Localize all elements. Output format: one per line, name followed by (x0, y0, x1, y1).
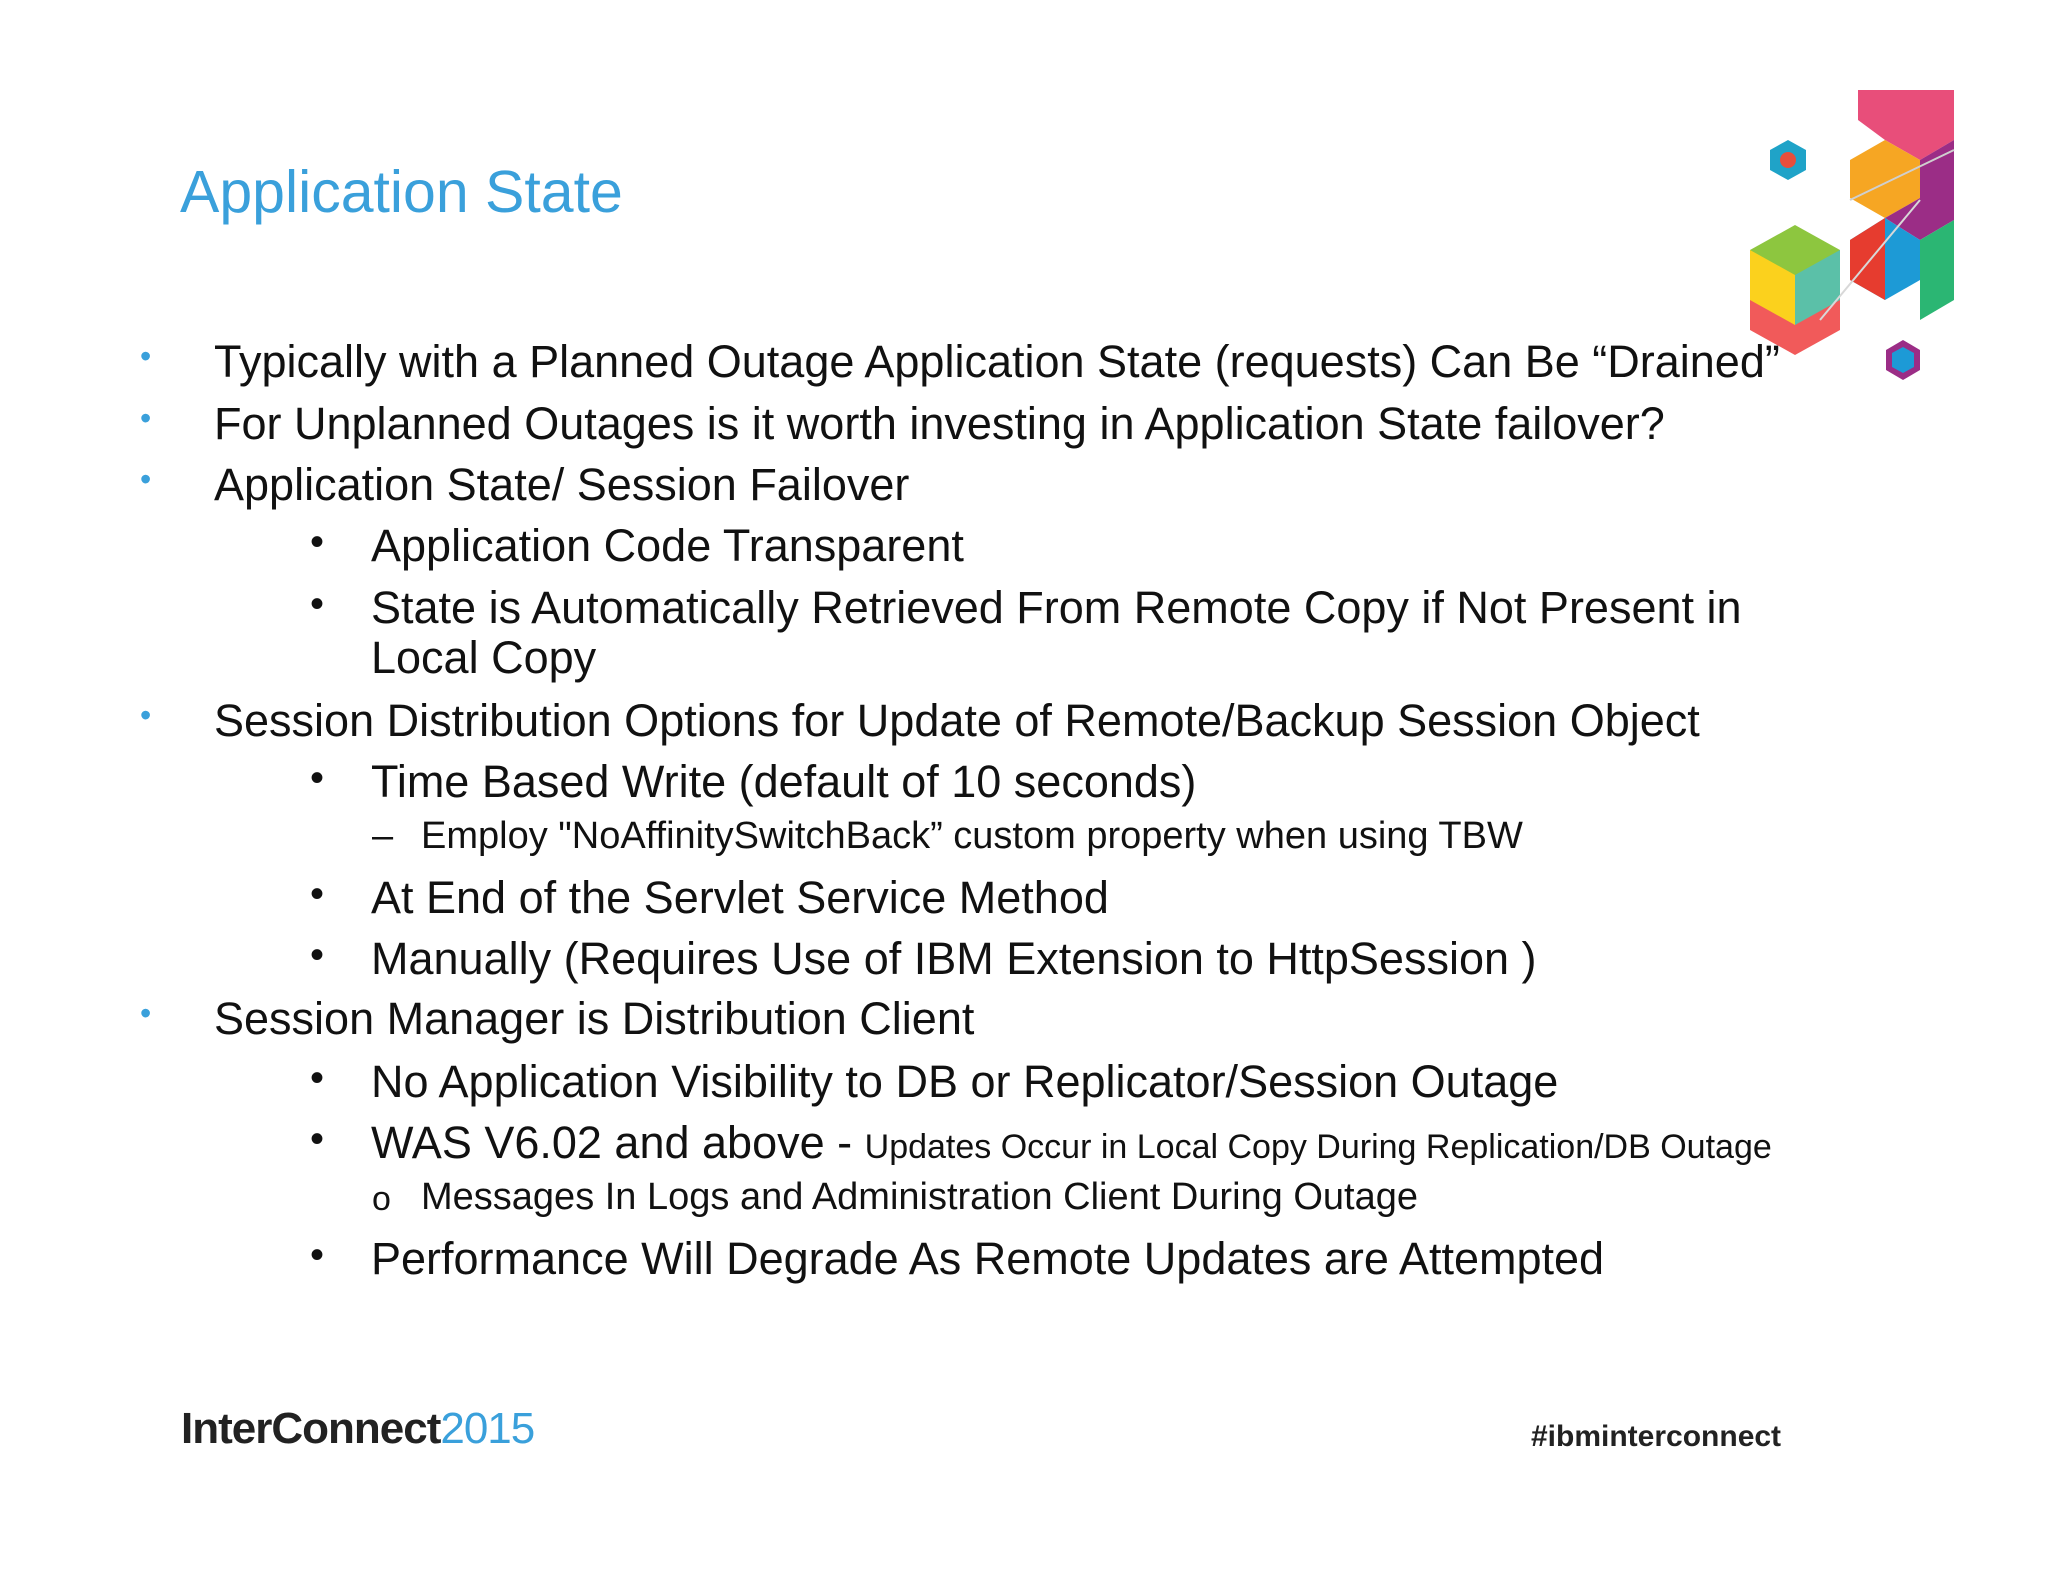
bullet-4-2: At End of the Servlet Service Method (371, 872, 1109, 923)
bullet-marker: • (310, 520, 325, 564)
bullet-marker: • (310, 582, 325, 626)
bullet-marker: • (310, 1056, 325, 1100)
bullet-marker: • (140, 400, 152, 436)
bullet-3-2-line2: Local Copy (371, 632, 597, 683)
bullet-4-3: Manually (Requires Use of IBM Extension to HttpSession ) (371, 933, 1537, 984)
bullet-marker: • (310, 933, 325, 977)
bullet-3-2-line1: State is Automatically Retrieved From Remote Copy if Not Present in (371, 582, 1742, 633)
bullet-4-1: Time Based Write (default of 10 seconds) (371, 756, 1197, 807)
logo-brand: InterConnect (181, 1404, 441, 1453)
bullet-marker: • (140, 697, 152, 733)
bullet-1: Typically with a Planned Outage Application State (requests) Can Be “Drained” (214, 336, 1780, 387)
bullet-5-2 (371, 1117, 1772, 1169)
bullet-marker: • (310, 1233, 325, 1277)
bullet-5-2-1: Messages In Logs and Administration Client During Outage (421, 1176, 1418, 1218)
bullet-5: Session Manager is Distribution Client (214, 993, 975, 1044)
bullet-marker: • (140, 461, 152, 497)
dash-marker: – (372, 815, 394, 857)
bullet-3-1: Application Code Transparent (371, 520, 964, 571)
interconnect-logo (181, 1404, 534, 1454)
bullet-marker: • (140, 338, 152, 374)
bullet-5-3: Performance Will Degrade As Remote Updates are Attempted (371, 1233, 1605, 1284)
hashtag: #ibminterconnect (1531, 1420, 1782, 1453)
logo-year: 2015 (440, 1404, 535, 1453)
bullet-5-2-detail: Updates Occur in Local Copy During Replication/DB Outage (864, 1128, 1772, 1166)
bullet-2: For Unplanned Outages is it worth investing in Application State failover? (214, 398, 1665, 449)
bullet-5-1: No Application Visibility to DB or Replicator/Session Outage (371, 1056, 1559, 1107)
bullet-3: Application State/ Session Failover (214, 459, 910, 510)
bullet-5-2-main: WAS V6.02 and above - (371, 1117, 853, 1168)
bullet-marker: • (310, 872, 325, 916)
circle-marker: o (372, 1180, 391, 1218)
bullet-marker: • (140, 995, 152, 1031)
bullet-4: Session Distribution Options for Update of Remote/Backup Session Object (214, 695, 1700, 746)
bullet-4-1-1: Employ "NoAffinitySwitchBack” custom property when using TBW (421, 815, 1523, 857)
bullet-marker: • (310, 756, 325, 800)
bullet-marker: • (310, 1117, 325, 1161)
slide-title: Application State (180, 159, 623, 225)
